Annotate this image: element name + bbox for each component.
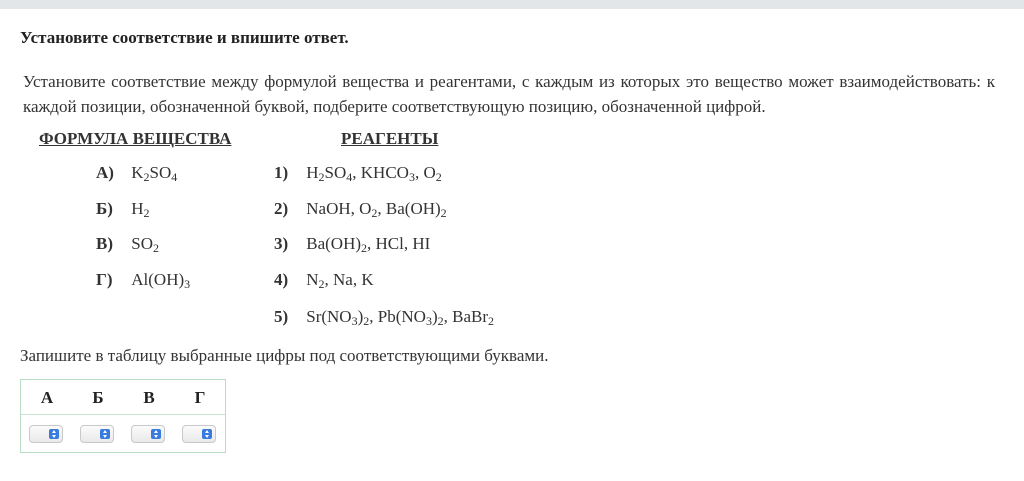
formula-label: Г) <box>96 270 113 289</box>
formula-item <box>96 234 159 254</box>
select-arrows-icon <box>49 429 59 439</box>
reagent-label: 5) <box>274 307 289 326</box>
reagent-label: 4) <box>274 270 289 289</box>
reagent-value: NaOH, $O_2$, $Ba(OH)_2$ <box>306 199 447 220</box>
answer-select-v[interactable] <box>131 425 165 443</box>
question-text: Установите соответствие между формулой вещества и реагентами, с каждым из которых это вещество может взаимодействовать: к каждой позиции, обозначенной буквой, подберите соответствующую позицию, обозначенной цифрой. <box>23 72 995 116</box>
formula-label: Б) <box>96 199 113 218</box>
reagent-item <box>274 270 374 290</box>
formula-item <box>96 270 190 290</box>
answer-table-divider <box>21 414 225 415</box>
answer-select-a[interactable] <box>29 425 63 443</box>
reagent-item <box>274 163 442 183</box>
top-bar <box>0 0 1024 9</box>
answer-header-a: А <box>40 388 54 407</box>
formula-item <box>96 199 150 219</box>
reagent-value: $N_2$, Na, K <box>306 270 374 291</box>
formula-label: А) <box>96 163 114 182</box>
answer-header-v: В <box>143 388 155 407</box>
answer-table <box>20 379 226 453</box>
select-arrows-icon <box>202 429 212 439</box>
task-title: Установите соответствие и впишите ответ. <box>20 28 349 47</box>
answer-header-b: Б <box>92 388 104 407</box>
instruction-text: Запишите в таблицу выбранные цифры под соответствующими буквами. <box>20 346 549 365</box>
answer-select-b[interactable] <box>80 425 114 443</box>
formula-value: $K_2SO_4$ <box>131 163 178 184</box>
select-arrows-icon <box>151 429 161 439</box>
answer-header-g: Г <box>194 388 206 407</box>
reagent-item <box>274 199 447 219</box>
reagent-value: $Ba(OH)_2$, HCl, HI <box>306 234 431 255</box>
reagent-value: $Sr(NO_3)_2$, $Pb(NO_3)_2$, BaBr$_2$ <box>306 307 494 328</box>
answer-select-g[interactable] <box>182 425 216 443</box>
reagent-item <box>274 307 494 327</box>
formula-value: $H_2$ <box>131 199 150 220</box>
formula-label: В) <box>96 234 113 253</box>
reagent-item <box>274 234 430 254</box>
right-column-header: РЕАГЕНТЫ <box>341 129 439 148</box>
formula-value: $Al(OH)_3$ <box>131 270 191 291</box>
reagent-label: 3) <box>274 234 289 253</box>
formula-value: $SO_2$ <box>131 234 159 255</box>
reagent-label: 1) <box>274 163 289 182</box>
left-column-header: ФОРМУЛА ВЕЩЕСТВА <box>39 129 232 148</box>
select-arrows-icon <box>100 429 110 439</box>
formula-item <box>96 163 177 183</box>
reagent-label: 2) <box>274 199 289 218</box>
reagent-value: $H_2SO_4$, $KHCO_3$, $O_2$ <box>306 163 442 184</box>
